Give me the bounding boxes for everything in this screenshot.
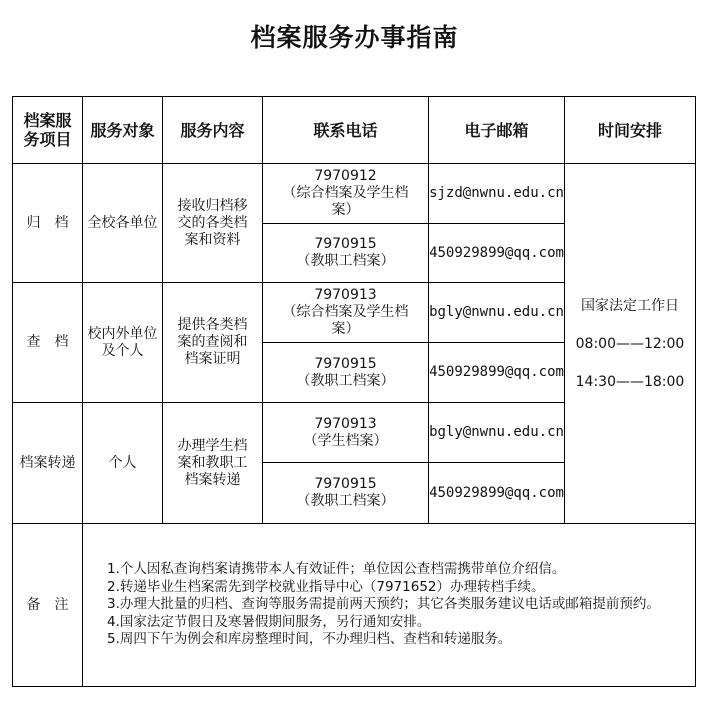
notes-row	[13, 524, 696, 687]
note-item: 5.周四下午为例会和库房整理时间，不办理归档、查档和转递服务。	[107, 631, 512, 648]
row-target: 个人	[83, 403, 163, 524]
time-cell	[565, 164, 696, 524]
row-item: 档案转递	[13, 403, 83, 524]
notes-label: 备 注	[13, 524, 83, 687]
service-guide-table	[12, 96, 696, 687]
time-label: 国家法定工作日	[581, 297, 679, 314]
row-target: 校内外单位 及个人	[83, 283, 163, 403]
page-title: 档案服务办事指南	[250, 23, 459, 52]
time-morning: 08:00——12:00	[575, 335, 685, 352]
row-content: 提供各类档案的查阅和档案证明	[163, 283, 263, 403]
row-target: 全校各单位	[83, 164, 163, 283]
table-row	[13, 164, 696, 224]
header-target: 服务对象	[83, 97, 163, 164]
time-afternoon: 14:30——18:00	[575, 373, 685, 390]
row-content: 办理学生档案和教职工档案转递	[163, 403, 263, 524]
header-email: 电子邮箱	[429, 97, 565, 164]
header-time: 时间安排	[565, 97, 696, 164]
row-phone: 7970912 （综合档案及学生档案）	[263, 164, 429, 224]
email-link[interactable]: 450929899@qq.com	[429, 364, 564, 380]
row-email	[429, 343, 565, 403]
email-link[interactable]: bgly@nwnu.edu.cn	[429, 304, 564, 320]
row-email	[429, 283, 565, 343]
note-item: 3.办理大批量的归档、查询等服务需提前两天预约；其它各类服务建议电话或邮箱提前预约。	[107, 596, 660, 613]
row-email	[429, 164, 565, 224]
email-link[interactable]: 450929899@qq.com	[429, 484, 564, 501]
row-email	[429, 403, 565, 463]
notes-content	[83, 524, 696, 687]
note-item: 4.国家法定节假日及寒暑假期间服务，另行通知安排。	[107, 613, 431, 630]
row-phone: 7970913 （综合档案及学生档案）	[263, 283, 429, 343]
row-content: 接收归档移交的各类档案和资料	[163, 164, 263, 283]
row-phone: 7970915 （教职工档案）	[263, 343, 429, 403]
header-content: 服务内容	[163, 97, 263, 164]
email-link[interactable]: 450929899@qq.com	[429, 244, 564, 261]
header-phone: 联系电话	[263, 97, 429, 164]
email-link[interactable]: sjzd@nwnu.edu.cn	[429, 185, 564, 201]
row-phone: 7970915 （教职工档案）	[263, 463, 429, 524]
header-item: 档案服务项目	[13, 97, 83, 164]
note-item: 1.个人因私查询档案请携带本人有效证件；单位因公查档需携带单位介绍信。	[107, 561, 566, 578]
row-phone: 7970913 （学生档案）	[263, 403, 429, 463]
row-email	[429, 463, 565, 524]
note-item: 2.转递毕业生档案需先到学校就业指导中心（7971652）办理转档手续。	[107, 578, 545, 595]
row-item: 查 档	[13, 283, 83, 403]
row-phone: 7970915 （教职工档案）	[263, 224, 429, 283]
row-email	[429, 224, 565, 283]
row-item: 归 档	[13, 164, 83, 283]
email-link[interactable]: bgly@nwnu.edu.cn	[429, 424, 564, 440]
header-row	[13, 97, 696, 164]
